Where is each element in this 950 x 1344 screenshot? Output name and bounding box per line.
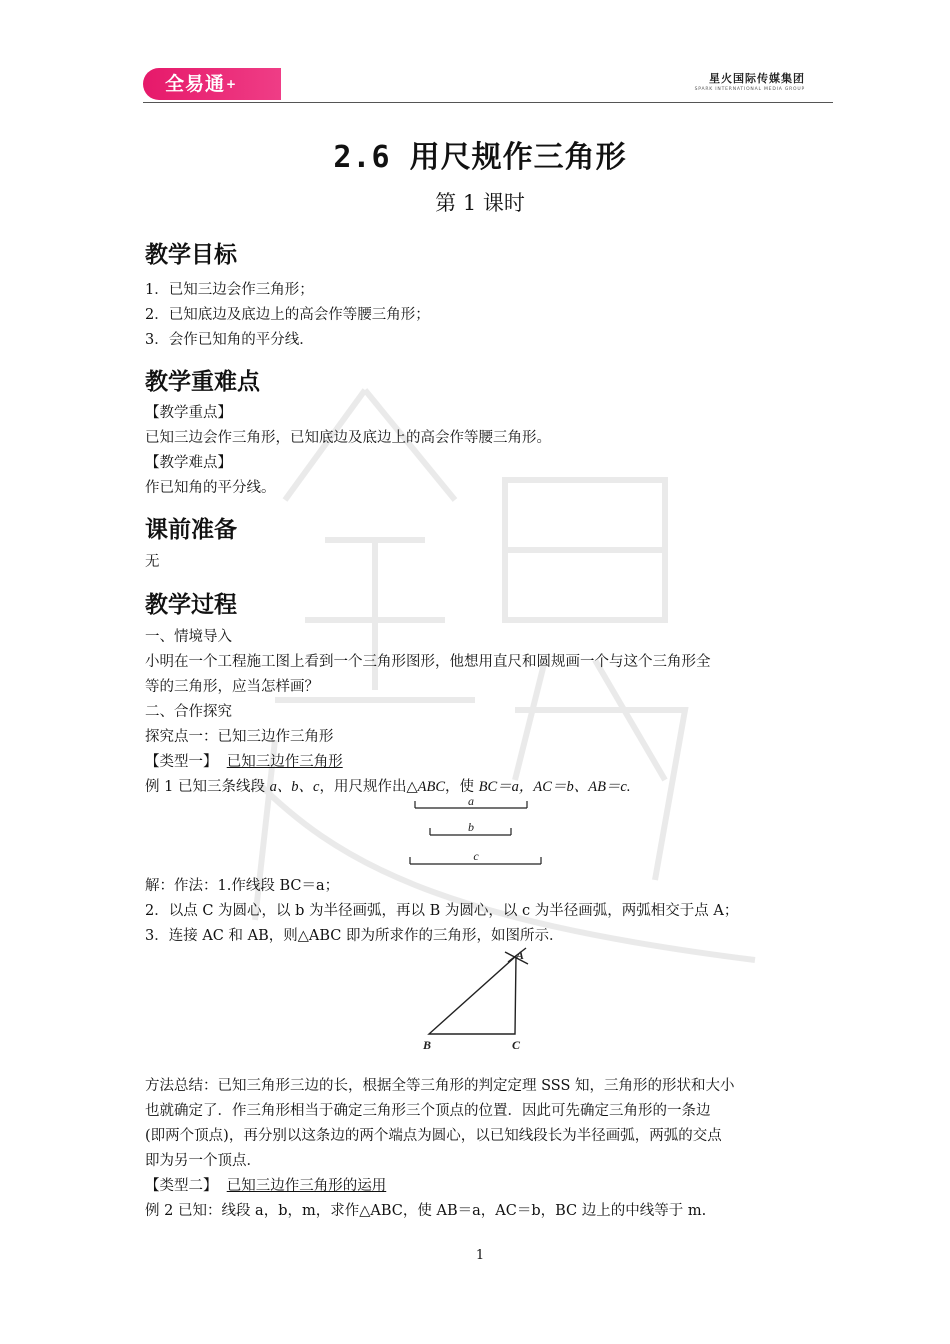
section-heading-process: 教学过程 [145,592,237,618]
difficult-text: 作已知角的平分线。 [145,480,276,496]
type-2-label: 【类型二】 [145,1178,218,1194]
method-summary-line: (即两个顶点)，再分别以这条边的两个端点为圆心，以已知线段长为半径画弧，两弧的交点 [145,1128,722,1144]
prep-text: 无 [145,554,160,570]
lesson-subtitle: 第 1 课时 [435,191,525,215]
segment-a-label: a [468,796,474,808]
segment-b-label: b [468,820,474,834]
method-summary-line: 即为另一个顶点． [145,1153,261,1169]
example-1-triangle: ABC [417,779,446,795]
example-1-text: ，用尺规作出△ [319,779,418,795]
difficult-label: 【教学难点】 [145,455,232,471]
goal-item: 1．已知三边会作三角形； [145,282,314,298]
segment-c-label: c [473,849,479,863]
solution-step: 3．连接 AC 和 AB，则△ABC 即为所求作的三角形，如图所示． [145,928,564,944]
type-1-label: 【类型一】 [145,754,218,770]
logo-text: 全易通 [165,73,226,95]
solution-step: 2．以点 C 为圆心，以 b 为半径画弧，再以 B 为圆心，以 c 为半径画弧，两弧相交于点 A； [145,903,739,919]
type-2-title: 已知三边作三角形的运用 [226,1178,387,1194]
publisher-name-cn: 星火国际传媒集团 [709,72,805,85]
example-1-text: ，使 [445,779,479,795]
key-text: 已知三边会作三角形，已知底边及底边上的高会作等腰三角形。 [145,430,551,446]
type-2-line [145,1174,815,1199]
explore-point-1: 探究点一：已知三边作三角形 [145,729,334,745]
page-number: 1 [475,1248,485,1263]
vertex-label-b: B [423,1038,432,1052]
key-label: 【教学重点】 [145,405,232,421]
triangle-figure [418,944,538,1052]
header-divider [143,102,833,103]
section-heading-goals: 教学目标 [145,242,237,268]
method-summary-line: 也就确定了．作三角形相当于确定三角形三个顶点的位置．因此可先确定三角形的一条边 [145,1103,711,1119]
publisher-name-en: SPARK INTERNATIONAL MEDIA GROUP [694,87,805,92]
segments-figure [400,796,550,872]
type-1-line [145,750,815,775]
triangle-abc [429,956,516,1034]
brand-logo [143,68,281,100]
section-heading-keypoints: 教学重难点 [145,369,260,395]
page-title: 2.6 用尺规作三角形 [333,140,627,175]
vertex-label-a: A [516,948,525,962]
logo-star: + [226,77,238,91]
intro-line: 等的三角形，应当怎样画？ [145,679,319,695]
publisher-brand [695,70,805,92]
example-1-text: 例 1 已知三条线段 [145,779,270,795]
solution-step: 解：作法：1.作线段 BC＝a； [145,878,340,894]
intro-line: 小明在一个工程施工图上看到一个三角形图形，他想用直尺和圆规画一个与这个三角形全 [145,654,711,670]
example-1-conditions: BC＝a，AC＝b、AB＝c. [478,779,631,795]
example-2: 例 2 已知：线段 a，b，m，求作△ABC，使 AB＝a，AC＝b，BC 边上的中线等于 m. [145,1203,707,1219]
process-part-2: 二、合作探究 [145,704,232,720]
section-heading-prep: 课前准备 [145,517,237,543]
goal-item: 3．会作已知角的平分线． [145,332,314,348]
process-part-1: 一、情境导入 [145,629,232,645]
example-1-vars: a、b、c [269,779,320,795]
method-summary-line: 方法总结：已知三角形三边的长，根据全等三角形的判定定理 SSS 知，三角形的形状和大小 [145,1078,735,1094]
page-header [143,64,833,102]
vertex-label-c: C [512,1038,521,1052]
goal-item: 2．已知底边及底边上的高会作等腰三角形； [145,307,430,323]
type-1-title: 已知三边作三角形 [226,754,343,770]
